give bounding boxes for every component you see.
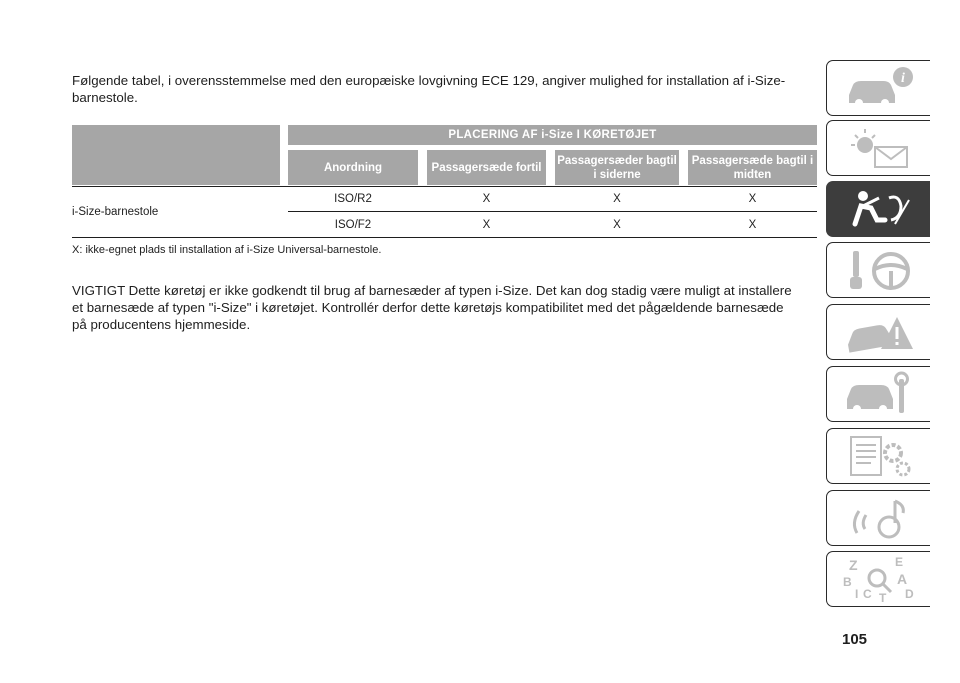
table-cell: X [613, 219, 621, 231]
emergency-icon [839, 307, 919, 357]
index-icon [839, 554, 919, 604]
side-tab-car-maintenance[interactable] [826, 366, 930, 422]
table-cell: X [748, 193, 757, 205]
index-letter: B [842, 575, 852, 589]
intro-paragraph: Følgende tabel, i overensstemmelse med den europæiske lovgivning ECE 129, angiver mulighed for installation af i-Size-barnestole. [72, 73, 786, 105]
col-header-device: Anordning [288, 150, 418, 185]
side-tab-key-steering[interactable] [826, 242, 930, 298]
warning-lights-icon [839, 123, 919, 173]
side-tab-emergency[interactable] [826, 304, 930, 360]
table-cell: X [613, 193, 621, 205]
multimedia-icon [839, 493, 919, 543]
svg-text:i: i [900, 71, 905, 86]
side-tab-index[interactable] [826, 551, 930, 607]
table-row-rule [288, 211, 817, 212]
col-header-rear-middle: Passagersæde bagtil i midten [688, 150, 817, 185]
airbag-safety-icon [839, 184, 919, 234]
table-rule [72, 186, 817, 187]
row-label: i-Size-barnestole [72, 206, 159, 218]
header-group-title: PLACERING AF i-Size I KØRETØJET [288, 125, 817, 145]
col-header-rear-sides: Passagersæder bagtil i siderne [555, 150, 679, 185]
table-cell: X [748, 219, 757, 231]
side-tab-multimedia[interactable] [826, 490, 930, 546]
table-cell: X [482, 219, 491, 231]
car-info-icon [839, 63, 919, 113]
index-letter: Z [848, 557, 858, 573]
key-steering-icon [839, 245, 919, 295]
index-letter: C [862, 587, 872, 601]
technical-data-icon [839, 431, 919, 481]
index-letter: E [894, 555, 903, 569]
side-tab-warning-lights[interactable] [826, 120, 930, 176]
index-letter: I [854, 587, 858, 601]
important-paragraph: VIGTIGT Dette køretøj er ikke godkendt til brug af barnesæder af typen i-Size. Det kan dog stadig være muligt at installere et barnesæde af typen "i-Size" i køretøjet. Kontrollér derfor dette køretøjs kompatibilitet med det pågældende barnesæde på producentens hjemmeside. [72, 283, 792, 332]
index-letter: A [896, 571, 907, 587]
table-rule [72, 237, 817, 238]
side-tab-car-info[interactable] [826, 60, 930, 116]
table-cell: X [482, 193, 491, 205]
index-letter: T [878, 591, 886, 604]
side-tab-technical-data[interactable] [826, 428, 930, 484]
table-cell-device: ISO/F2 [334, 219, 372, 231]
col-header-front: Passagersæde fortil [427, 150, 546, 185]
table-cell-device: ISO/R2 [334, 193, 372, 205]
table-note: X: ikke-egnet plads til installation af i-Size Universal-barnestole. [72, 244, 382, 256]
side-tab-airbag-safety[interactable] [826, 181, 930, 237]
page-number: 105 [842, 631, 868, 648]
car-maintenance-icon [839, 369, 919, 419]
header-blank-cell [72, 125, 280, 185]
index-letter: D [904, 587, 914, 601]
